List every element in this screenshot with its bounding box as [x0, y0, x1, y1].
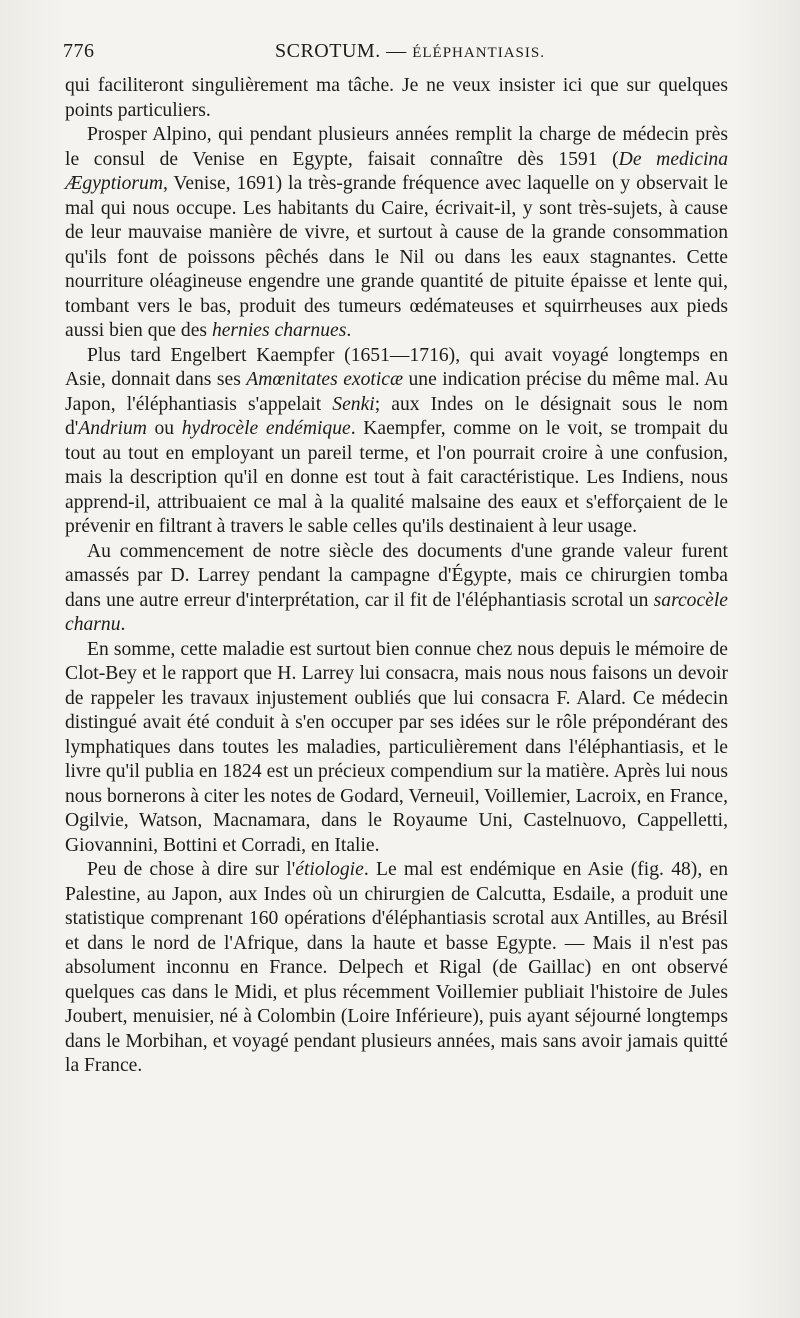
- text-run: une indication précise du même mal. Au Japon, l'éléphantiasis s'appelait: [65, 369, 729, 415]
- paragraph: [65, 344, 728, 540]
- italic-text: hernies charnues: [211, 320, 347, 341]
- text-run: .: [346, 320, 352, 341]
- running-title-sub: ÉLÉPHANTIASIS.: [412, 45, 545, 61]
- italic-text: étiologie: [295, 859, 364, 880]
- text-run: En somme, cette maladie est surtout bien connue chez nous depuis le mémoire de Clot-Bey et le rapport que H. Larrey lui consacra, mais nous nous faisons un devoir de rappeler les travaux injustement oubliés que lui consacra F. Alard. Ce médecin distingué avait été conduit à s'en occuper par ses idées sur le rôle prépondérant des lymphatiques dans toutes les maladies, particulièrement dans l'éléphantiasis, et le livre qu'il publia en 1824 est un précieux compendium sur la matière. Après lui nous nous bornerons à citer les notes de Godard, Verneuil, Voillemier, Lacroix, en France, Ogilvie, Watson, Macnamara, dans le Royaume Uni, Castelnuovo, Cappelletti, Giovannini, Bottini et Corradi, en Italie.: [65, 638, 728, 856]
- italic-text: hydrocèle endémique: [181, 418, 351, 439]
- running-header: [63, 40, 730, 66]
- text-run: Peu de chose à dire sur l': [87, 859, 296, 880]
- italic-text: sarcocèle charnu: [65, 589, 728, 635]
- paragraph: [65, 540, 728, 638]
- text-run: .: [120, 614, 126, 635]
- page-number: 776: [63, 40, 95, 62]
- text-run: qui faciliteront singulièrement ma tâche. Je ne veux insister ici que sur quelques points particuliers.: [65, 75, 728, 121]
- text-run: Plus tard Engelbert Kaempfer (1651—1716), qui avait voyagé longtemps en Asie, donnait dans ses: [65, 344, 728, 390]
- running-title: [275, 40, 545, 63]
- text-run: ; aux Indes on le désignait sous le nom d': [65, 393, 729, 439]
- italic-text: Senki: [332, 393, 375, 415]
- paragraph: [65, 638, 728, 859]
- italic-text: De medicina Ægyptiorum: [65, 148, 728, 194]
- italic-text: Andrium: [78, 418, 147, 439]
- text-run: ou: [146, 418, 182, 439]
- paragraph: [65, 123, 728, 344]
- text-run: . Le mal est endémique en Asie (fig. 48), en Palestine, au Japon, aux Indes où un chirurgien de Calcutta, Esdaile, a produit une statistique comprenant 160 opérations d'éléphantiasis scrotal aux Antilles, au Brésil et dans le nord de l'Afrique, dans la haute et basse Egypte. — Mais il n'est pas absolument inconnu en France. Delpech et Rigal (de Gaillac) en ont observé quelques cas dans le Midi, et plus récemment Voillemier publiait l'histoire de Jules Joubert, menuisier, né à Colombin (Loire Inférieure), puis ayant séjourné longtemps dans le Morbihan, et voyagé pendant plusieurs années, mais sans avoir jamais quitté la France.: [65, 859, 729, 1076]
- text-run: Prosper Alpino, qui pendant plusieurs années remplit la charge de médecin près le consul de Venise en Egypte, faisait connaître dès 1591 (: [65, 124, 728, 170]
- text-run: Au commencement de notre siècle des documents d'une grande valeur furent amassés par D. Larrey pendant la campagne d'Égypte, mais ce chirurgien tomba dans une autre erreur d'interprétation, car il fit de l'éléphantiasis scrotal un: [65, 540, 728, 611]
- running-title-main: SCROTUM. —: [275, 40, 407, 62]
- text-run: , Venise, 1691) la très-grande fréquence avec laquelle on y observait le mal qui nous occupe. Les habitants du Caire, écrivait-il, y sont très-sujets, à cause de leur mauvaise manière de vivre, et surtout à cause de la grande consommation qu'ils font de poissons pêchés dans le Nil ou dans les eaux stagnantes. Cette nourriture oléagineuse engendre une grande quantité de pituite épaisse et lente qui, tombant vers le bas, produit des tumeurs œdémateuses et squirrheuses aux pieds aussi bien que des: [65, 173, 728, 341]
- paragraph: [65, 858, 728, 1079]
- italic-text: Amœnitates exoticæ: [246, 369, 404, 390]
- body-text: [65, 74, 728, 1079]
- text-run: . Kaempfer, comme on le voit, se trompait du tout au tout en employant un pareil terme, et l'on pourrait croire à une confusion, mais la description qu'il en donne est tout à fait caractéristique. Les Indiens, nous apprend-il, attribuaient ce mal à la qualité malsaine des eaux et s'efforçaient de le prévenir en filtrant à travers le sable celles qu'ils destinaient à leur usage.: [65, 418, 728, 537]
- paragraph: [65, 74, 728, 123]
